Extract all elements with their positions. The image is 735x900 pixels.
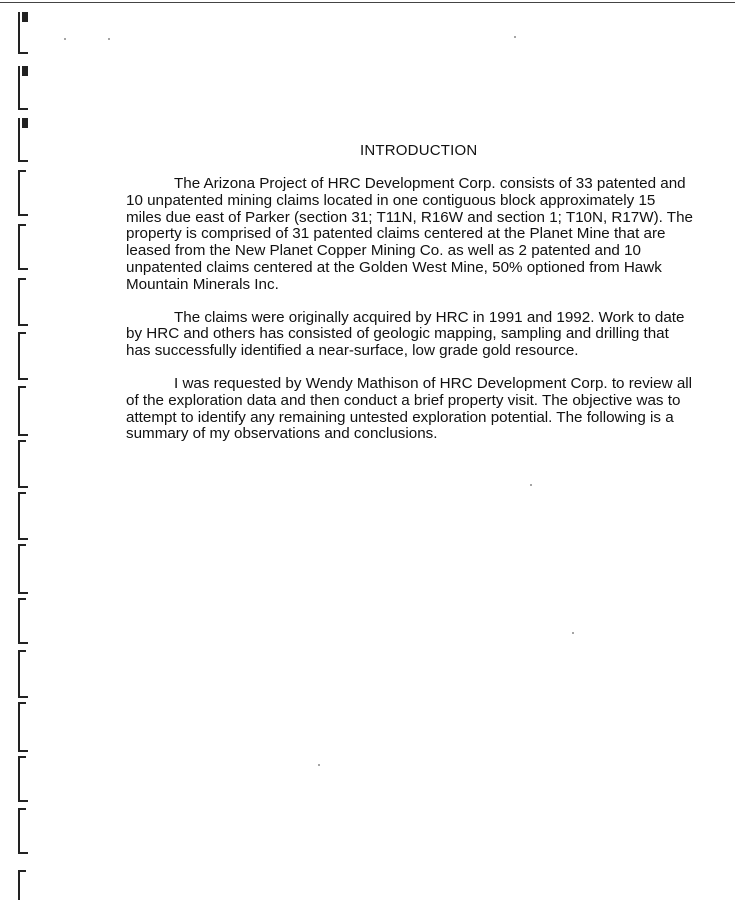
page-title: INTRODUCTION: [360, 142, 478, 159]
binder-bracket: [18, 870, 30, 900]
binder-bracket: [18, 386, 30, 436]
scan-speck: [530, 484, 532, 486]
binder-bracket: [18, 756, 30, 802]
scan-speck: [108, 38, 110, 40]
binder-bracket: [18, 808, 30, 854]
binder-bracket: [18, 66, 30, 110]
paragraph-claims-history: The claims were originally acquired by HRC in 1991 and 1992. Work to date by HRC and others has consisted of geologic mapping, sampling and drilling that has successfully identified a near-surface, low grade gold resource.: [126, 308, 685, 360]
binder-bracket: [18, 492, 30, 540]
binder-bracket: [18, 118, 30, 162]
top-page-edge: [0, 2, 735, 3]
scan-speck: [572, 632, 574, 634]
binder-bracket: [18, 440, 30, 488]
binder-bracket: [18, 170, 30, 216]
binder-bracket: [18, 702, 30, 752]
scan-speck: [514, 36, 516, 38]
paragraph-project-overview: The Arizona Project of HRC Development Corp. consists of 33 patented and 10 unpatented mining claims located in one contiguous block approximately 15 miles due east of Parker (section 31; T11N, R16W and section 1; T10N, R17W). The property is comprised of 31 patented claims centered at the Planet Mine that are leased from the New Planet Copper Mining Co. as well as 2 patented and 10 unpatented claims centered at the Golden West Mine, 50% optioned from Hawk Mountain Minerals Inc.: [126, 175, 693, 293]
binder-bracket: [18, 278, 30, 326]
scan-speck: [318, 764, 320, 766]
binder-bracket: [18, 12, 30, 54]
binder-bracket: [18, 332, 30, 380]
paragraph-review-objective: I was requested by Wendy Mathison of HRC Development Corp. to review all of the exploration data and then conduct a brief property visit. The objective was to attempt to identify any remaining untested exploration potential. The following is a summary of my observations and conclusions.: [126, 374, 693, 443]
binder-bracket: [18, 650, 30, 698]
binder-margin: [14, 8, 38, 893]
binder-bracket: [18, 544, 30, 594]
document-body: [126, 176, 694, 459]
binder-bracket: [18, 598, 30, 644]
binder-bracket: [18, 224, 30, 270]
scan-speck: [64, 38, 66, 40]
